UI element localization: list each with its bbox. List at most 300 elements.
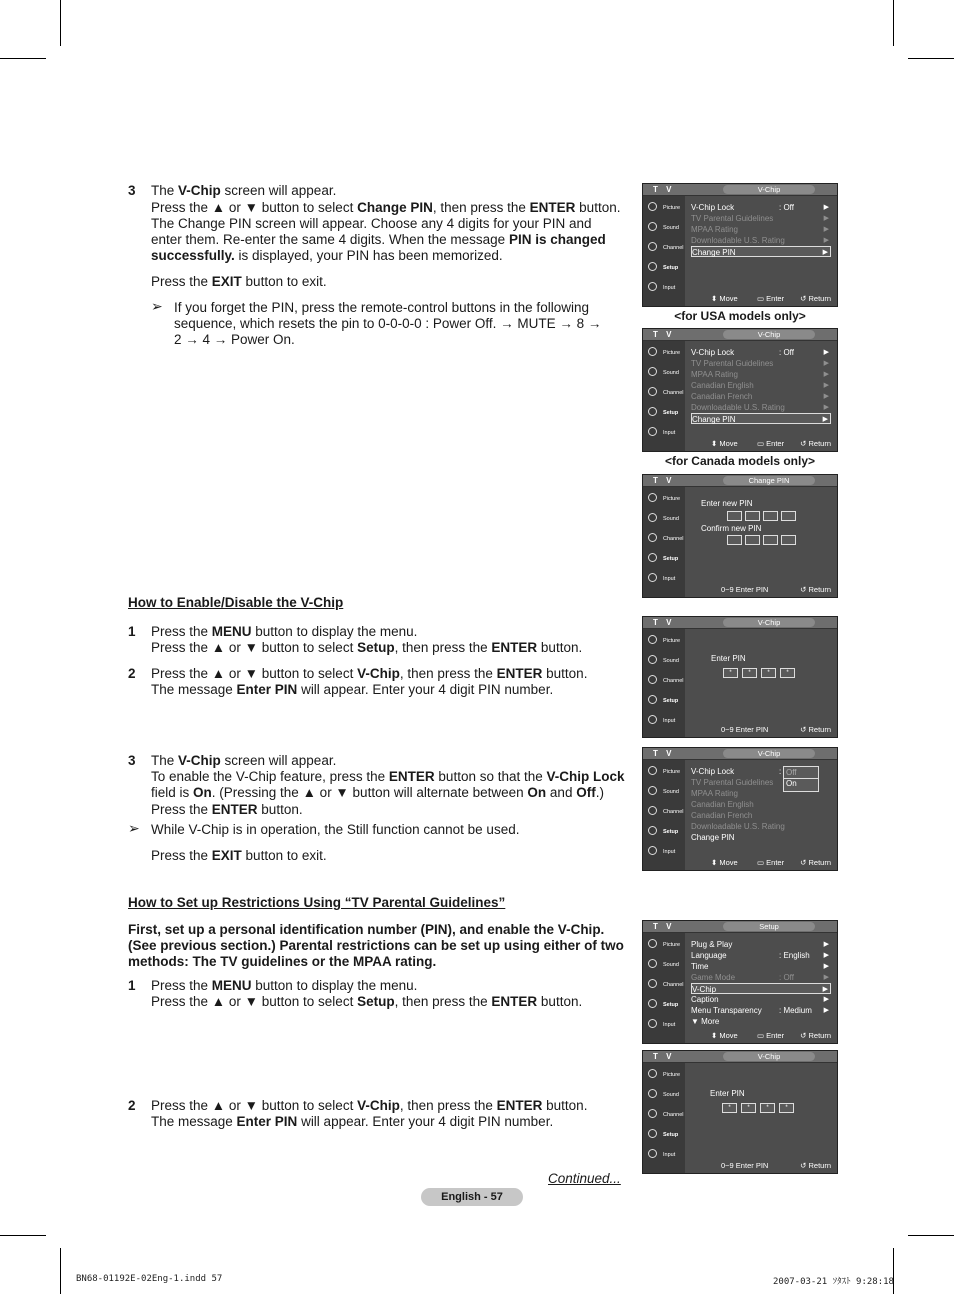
sidebar-item-sound[interactable] — [645, 220, 683, 237]
setup-icon — [648, 1129, 657, 1138]
osd-sidebar — [643, 487, 685, 597]
sidebar-item-channel[interactable] — [645, 977, 683, 994]
sidebar-item-label: Picture — [663, 942, 681, 948]
sidebar-item-label: Picture — [663, 205, 681, 211]
menu-item[interactable] — [691, 972, 831, 983]
menu-item[interactable] — [691, 369, 831, 380]
move-label: Move — [719, 1031, 738, 1040]
text-run: Press the — [151, 848, 212, 863]
text-run: .) — [595, 785, 604, 800]
bold-term: EXIT — [211, 848, 242, 863]
osd-menu — [687, 198, 835, 292]
osd-title: V-Chip — [723, 749, 815, 758]
chevron-right-icon: ▶ — [823, 360, 829, 367]
sidebar-item-setup[interactable] — [645, 1127, 683, 1144]
text-run: button to display the menu. — [251, 978, 418, 993]
sidebar-item-label: Channel — [663, 809, 684, 815]
menu-item[interactable] — [691, 402, 831, 413]
menu-item[interactable] — [691, 939, 831, 950]
menu-item[interactable] — [691, 799, 831, 810]
sidebar-item-label: Channel — [663, 390, 684, 396]
text-run: button. — [537, 994, 583, 1009]
move-updown-icon: ⬍ — [711, 294, 720, 303]
crop-mark — [60, 0, 61, 46]
sidebar-item-picture[interactable] — [645, 491, 683, 508]
input-icon — [648, 573, 657, 582]
pin-digit-box[interactable]: * — [741, 1103, 756, 1113]
return-icon: ↺ — [800, 858, 809, 867]
menu-item[interactable] — [691, 983, 831, 994]
input-icon — [648, 715, 657, 724]
bold-term: Off — [576, 785, 596, 800]
sidebar-item-setup[interactable] — [645, 405, 683, 422]
instruction-line — [151, 848, 327, 864]
bold-term: On — [527, 785, 547, 800]
instruction-line — [151, 802, 303, 818]
sidebar-item-setup[interactable] — [645, 693, 683, 710]
print-slug: 2007-03-21 ｿﾀｽﾄ 9:28:18 — [773, 1277, 894, 1287]
menu-item[interactable] — [691, 994, 831, 1005]
sidebar-item-input[interactable] — [645, 425, 683, 442]
text-run: button. — [542, 1098, 588, 1113]
osd-menu — [687, 935, 835, 1029]
note-text: If you forget the PIN, press the remote-control buttons in the following — [174, 300, 589, 315]
picture-icon — [648, 202, 657, 211]
instruction-line — [151, 624, 417, 640]
text-run: Press the — [151, 802, 212, 817]
chevron-right-icon: ▶ — [823, 941, 829, 948]
instruction-line — [151, 640, 582, 656]
menu-item-label: Canadian French — [691, 392, 753, 401]
crop-mark — [0, 58, 46, 59]
menu-item-label: V-Chip Lock — [691, 767, 735, 776]
text-run: button. — [575, 200, 621, 215]
sidebar-item-input[interactable] — [645, 571, 683, 588]
chevron-right-icon: ▶ — [823, 996, 829, 1003]
crop-mark — [893, 0, 894, 46]
chevron-right-icon: ▶ — [823, 382, 829, 389]
text-run: To enable the V-Chip feature, press the — [151, 769, 389, 784]
menu-item[interactable] — [691, 1016, 831, 1027]
menu-item-label: Caption — [691, 995, 719, 1004]
sidebar-item-label: Picture — [663, 769, 681, 775]
pin-digit-box[interactable] — [781, 535, 796, 545]
instruction-line — [151, 785, 604, 801]
sound-icon — [648, 513, 657, 522]
pin-digit-box[interactable] — [781, 511, 796, 521]
menu-item-value: : English — [779, 951, 810, 960]
sidebar-item-channel[interactable] — [645, 1107, 683, 1124]
text-run: is displayed, your PIN has been memorized. — [234, 248, 503, 263]
sidebar-item-picture[interactable] — [645, 345, 683, 362]
menu-item-label: Downloadable U.S. Rating — [691, 236, 785, 245]
enter-pin-label: Enter PIN — [711, 654, 746, 663]
tv-label: T V — [653, 922, 675, 931]
enter-icon: ▭ — [757, 294, 767, 303]
text-run: screen will appear. — [220, 183, 337, 198]
dropdown-option-off[interactable]: Off — [786, 768, 797, 777]
sidebar-item-label: Setup — [663, 829, 679, 835]
return-hint — [800, 584, 831, 595]
return-label: Return — [808, 294, 831, 303]
osd-vchip-lock — [642, 747, 838, 871]
picture-icon — [648, 939, 657, 948]
sidebar-item-label: Sound — [663, 370, 679, 376]
menu-item-label: TV Parental Guidelines — [691, 359, 774, 368]
channel-icon — [648, 675, 657, 684]
return-icon: ↺ — [800, 1031, 809, 1040]
pin-digit-box[interactable]: * — [722, 1103, 737, 1113]
osd-footer — [687, 724, 835, 735]
bold-term: successfully. — [151, 248, 235, 263]
instruction-line — [151, 232, 606, 248]
bold-term: ENTER — [491, 994, 538, 1009]
text-run: button. — [542, 666, 588, 681]
chevron-right-icon: ▶ — [822, 416, 828, 423]
crop-mark — [0, 1235, 46, 1236]
setup-icon — [648, 695, 657, 704]
setup-icon — [648, 826, 657, 835]
osd-sidebar — [643, 341, 685, 451]
menu-item[interactable] — [691, 213, 831, 224]
sidebar-item-label: Sound — [663, 789, 679, 795]
pin-digit-box[interactable] — [727, 535, 742, 545]
chevron-right-icon: ▶ — [823, 204, 829, 211]
step-number: 3 — [128, 183, 136, 198]
osd-title: Change PIN — [723, 476, 815, 485]
menu-item[interactable] — [691, 380, 831, 391]
sidebar-item-channel[interactable] — [645, 804, 683, 821]
bold-term: V-Chip — [178, 753, 221, 768]
menu-item-label: Language — [691, 951, 727, 960]
sidebar-item-channel[interactable] — [645, 240, 683, 257]
print-slug: BN68-01192E-02Eng-1.indd 57 — [76, 1274, 223, 1284]
text-run: button. — [537, 640, 583, 655]
sidebar-item-setup[interactable] — [645, 260, 683, 277]
osd-change-pin — [642, 474, 838, 598]
menu-item[interactable] — [691, 224, 831, 235]
return-hint — [800, 1030, 831, 1041]
sidebar-item-label: Setup — [663, 1132, 679, 1138]
return-hint — [800, 438, 831, 449]
menu-item[interactable] — [691, 821, 831, 832]
chevron-right-icon: ▶ — [823, 215, 829, 222]
osd-setup-menu — [642, 920, 838, 1044]
pin-digit-box[interactable] — [763, 535, 778, 545]
pin-hint: 0~9 Enter PIN — [721, 725, 769, 734]
text-run: Press the ▲ or ▼ button to select — [151, 994, 358, 1009]
enter-label: Enter — [766, 439, 785, 448]
bold-term: ENTER — [496, 666, 543, 681]
move-hint — [711, 438, 738, 449]
text-run: and — [546, 785, 577, 800]
move-updown-icon: ⬍ — [711, 858, 720, 867]
sidebar-item-sound[interactable] — [645, 653, 683, 670]
pin-hint: 0~9 Enter PIN — [721, 1161, 769, 1170]
sidebar-item-setup[interactable] — [645, 997, 683, 1014]
osd-sidebar — [643, 933, 685, 1043]
menu-item[interactable] — [691, 202, 831, 213]
pin-digit-box[interactable] — [763, 511, 778, 521]
sidebar-item-input[interactable] — [645, 1147, 683, 1164]
menu-item[interactable] — [691, 235, 831, 246]
menu-item-label: MPAA Rating — [691, 225, 738, 234]
menu-item-label: Change PIN — [692, 415, 736, 424]
bold-term: On — [193, 785, 212, 800]
chevron-right-icon: ▶ — [823, 974, 829, 981]
sidebar-item-label: Channel — [663, 536, 684, 542]
menu-item[interactable] — [691, 961, 831, 972]
osd-footer — [687, 584, 835, 595]
pin-digit-box[interactable]: * — [742, 668, 757, 678]
step-number: 2 — [128, 666, 136, 681]
menu-item-label: Canadian French — [691, 811, 753, 820]
sidebar-item-channel[interactable] — [645, 673, 683, 690]
return-hint — [800, 293, 831, 304]
instruction-line — [151, 753, 336, 769]
sidebar-item-label: Sound — [663, 658, 679, 664]
bold-term: ENTER — [211, 802, 258, 817]
osd-sidebar — [643, 196, 685, 306]
text-run: field is — [151, 785, 194, 800]
sidebar-item-picture[interactable] — [645, 200, 683, 217]
text-run: button to display the menu. — [251, 624, 418, 639]
channel-icon — [648, 533, 657, 542]
page-number-badge: English - 57 — [421, 1188, 523, 1206]
enter-new-pin-label: Enter new PIN — [701, 499, 753, 508]
menu-item[interactable] — [691, 1005, 831, 1016]
sound-icon — [648, 222, 657, 231]
picture-icon — [648, 493, 657, 502]
chevron-right-icon: ▶ — [823, 393, 829, 400]
input-icon — [648, 282, 657, 291]
osd-footer — [687, 293, 835, 304]
menu-item[interactable] — [691, 413, 831, 424]
sidebar-item-label: Channel — [663, 245, 684, 251]
sidebar-item-label: Setup — [663, 698, 679, 704]
menu-item-label: TV Parental Guidelines — [691, 214, 774, 223]
return-hint — [800, 1160, 831, 1171]
enter-label: Enter — [766, 858, 785, 867]
text-run: The message — [151, 682, 237, 697]
bold-term: ENTER — [529, 200, 576, 215]
instruction-line — [151, 216, 592, 232]
sidebar-item-setup[interactable] — [645, 824, 683, 841]
chevron-right-icon: ▶ — [822, 249, 828, 256]
pin-hint: 0~9 Enter PIN — [721, 585, 769, 594]
sidebar-item-label: Channel — [663, 678, 684, 684]
sidebar-item-label: Setup — [663, 1002, 679, 1008]
sidebar-item-picture[interactable] — [645, 937, 683, 954]
text-run: The Change PIN screen will appear. Choose any 4 digits for your PIN and — [151, 216, 592, 231]
text-run: . (Pressing the ▲ or ▼ button will alternate between — [211, 785, 528, 800]
picture-icon — [648, 347, 657, 356]
enter-pin-label: Enter PIN — [710, 1089, 745, 1098]
menu-item-label: V-Chip Lock — [691, 203, 735, 212]
text-run: , then press the — [394, 640, 492, 655]
bold-term: Change PIN — [357, 200, 433, 215]
enter-icon: ▭ — [757, 1031, 767, 1040]
instruction-line — [151, 200, 620, 216]
tv-label: T V — [653, 749, 675, 758]
return-label: Return — [808, 1161, 831, 1170]
osd-enter-pin — [642, 616, 838, 738]
bold-term: ENTER — [491, 640, 538, 655]
bold-term: V-Chip — [357, 1098, 400, 1113]
continued-label: Continued... — [548, 1171, 621, 1186]
bold-term: MENU — [211, 624, 252, 639]
bold-term: Setup — [357, 994, 395, 1009]
chevron-right-icon: ▶ — [823, 963, 829, 970]
sidebar-item-label: Picture — [663, 496, 681, 502]
text-run: , then press the — [399, 666, 497, 681]
step-number: 1 — [128, 978, 136, 993]
text-run: button to exit. — [241, 274, 327, 289]
note-text: 2 → 4 → Power On. — [174, 332, 295, 347]
step-number: 3 — [128, 753, 136, 768]
pin-digit-box[interactable]: * — [723, 668, 738, 678]
instruction-line — [151, 183, 336, 199]
setup-icon — [648, 999, 657, 1008]
enter-label: Enter — [766, 294, 785, 303]
sidebar-item-sound[interactable] — [645, 365, 683, 382]
sidebar-item-label: Picture — [663, 1072, 681, 1078]
move-label: Move — [719, 858, 738, 867]
tv-label: T V — [653, 618, 675, 627]
input-icon — [648, 427, 657, 436]
picture-icon — [648, 766, 657, 775]
menu-item[interactable] — [691, 810, 831, 821]
sidebar-item-channel[interactable] — [645, 385, 683, 402]
pin-digit-box[interactable] — [727, 511, 742, 521]
menu-item-label: Change PIN — [692, 248, 736, 257]
bold-term: ENTER — [388, 769, 435, 784]
instruction-line — [151, 682, 553, 698]
sidebar-item-label: Input — [663, 430, 676, 436]
caption-canada: <for Canada models only> — [664, 454, 816, 468]
bold-term: PIN is changed — [508, 232, 606, 247]
text-run: button so that the — [434, 769, 547, 784]
menu-item[interactable] — [691, 832, 831, 843]
sidebar-item-label: Channel — [663, 1112, 684, 1118]
crop-mark — [908, 1235, 954, 1236]
sidebar-item-input[interactable] — [645, 1017, 683, 1034]
caption-usa: <for USA models only> — [674, 309, 806, 323]
bold-term: V-Chip — [178, 183, 221, 198]
enter-hint — [757, 293, 784, 304]
sidebar-item-setup[interactable] — [645, 551, 683, 568]
picture-icon — [648, 1069, 657, 1078]
section-heading: How to Set up Restrictions Using “TV Parental Guidelines” — [128, 895, 506, 910]
move-updown-icon: ⬍ — [711, 1031, 720, 1040]
text-run: Press the ▲ or ▼ button to select — [151, 640, 358, 655]
move-updown-icon: ⬍ — [711, 439, 720, 448]
sidebar-item-label: Sound — [663, 225, 679, 231]
sidebar-item-picture[interactable] — [645, 633, 683, 650]
sound-icon — [648, 959, 657, 968]
pin-digit-box[interactable]: * — [779, 1103, 794, 1113]
pin-digit-box[interactable] — [745, 511, 760, 521]
sidebar-item-picture[interactable] — [645, 1067, 683, 1084]
instruction-line — [151, 274, 327, 290]
dropdown-option-on[interactable]: On — [786, 779, 797, 788]
menu-item-label: V-Chip — [692, 985, 717, 994]
text-run: will appear. Enter your 4 digit PIN number. — [297, 682, 554, 697]
osd-enter-pin-2 — [642, 1050, 838, 1174]
menu-item[interactable] — [691, 347, 831, 358]
sidebar-item-input[interactable] — [645, 713, 683, 730]
return-icon: ↺ — [800, 1161, 809, 1170]
sidebar-item-channel[interactable] — [645, 531, 683, 548]
instruction-line — [151, 666, 587, 682]
menu-item-label: ▼ More — [691, 1017, 720, 1026]
text-run: Press the ▲ or ▼ button to select — [151, 666, 358, 681]
menu-item-value: : Off — [779, 348, 794, 357]
instruction-line — [151, 248, 503, 264]
sidebar-item-sound[interactable] — [645, 1087, 683, 1104]
tv-label: T V — [653, 476, 675, 485]
sidebar-item-label: Sound — [663, 1092, 679, 1098]
bold-term: EXIT — [211, 274, 242, 289]
bold-term: V-Chip Lock — [546, 769, 625, 784]
sidebar-item-input[interactable] — [645, 844, 683, 861]
instruction-line — [151, 1098, 587, 1114]
return-hint — [800, 857, 831, 868]
text-run: enter them. Re-enter the same 4 digits. When the message — [151, 232, 509, 247]
sidebar-item-sound[interactable] — [645, 784, 683, 801]
bold-term: Setup — [357, 640, 395, 655]
lock-dropdown[interactable] — [783, 766, 819, 792]
pin-digit-box[interactable]: * — [780, 668, 795, 678]
sidebar-item-label: Picture — [663, 350, 681, 356]
osd-footer — [687, 857, 835, 868]
bold-term: Enter PIN — [236, 1114, 298, 1129]
menu-item[interactable] — [691, 358, 831, 369]
menu-item[interactable] — [691, 950, 831, 961]
pin-digit-box[interactable]: * — [760, 1103, 775, 1113]
sidebar-item-picture[interactable] — [645, 764, 683, 781]
pin-digit-box[interactable]: * — [761, 668, 776, 678]
menu-item-label: MPAA Rating — [691, 789, 738, 798]
intro-text: (See previous section.) Parental restrictions can be set up using either of two — [128, 938, 624, 953]
note-arrow-icon: ➢ — [151, 298, 163, 314]
input-icon — [648, 1019, 657, 1028]
osd-menu — [687, 343, 835, 437]
sidebar-item-sound[interactable] — [645, 511, 683, 528]
setup-icon — [648, 553, 657, 562]
menu-item-label: Time — [691, 962, 709, 971]
note-text: While V-Chip is in operation, the Still function cannot be used. — [151, 822, 520, 837]
sidebar-item-label: Picture — [663, 638, 681, 644]
bold-term: V-Chip — [357, 666, 400, 681]
tv-label: T V — [653, 185, 675, 194]
chevron-right-icon: ▶ — [823, 952, 829, 959]
sidebar-item-sound[interactable] — [645, 957, 683, 974]
sidebar-item-label: Input — [663, 1152, 676, 1158]
sidebar-item-input[interactable] — [645, 280, 683, 297]
chevron-right-icon: ▶ — [823, 226, 829, 233]
menu-item[interactable] — [691, 246, 831, 257]
menu-item-label: Game Mode — [691, 973, 736, 982]
pin-digit-box[interactable] — [745, 535, 760, 545]
text-run: The message — [151, 1114, 237, 1129]
menu-item-label: Canadian English — [691, 381, 754, 390]
menu-item-value: : Off — [779, 973, 794, 982]
instruction-line — [151, 769, 625, 785]
sidebar-item-label: Input — [663, 576, 676, 582]
menu-item[interactable] — [691, 391, 831, 402]
channel-icon — [648, 1109, 657, 1118]
